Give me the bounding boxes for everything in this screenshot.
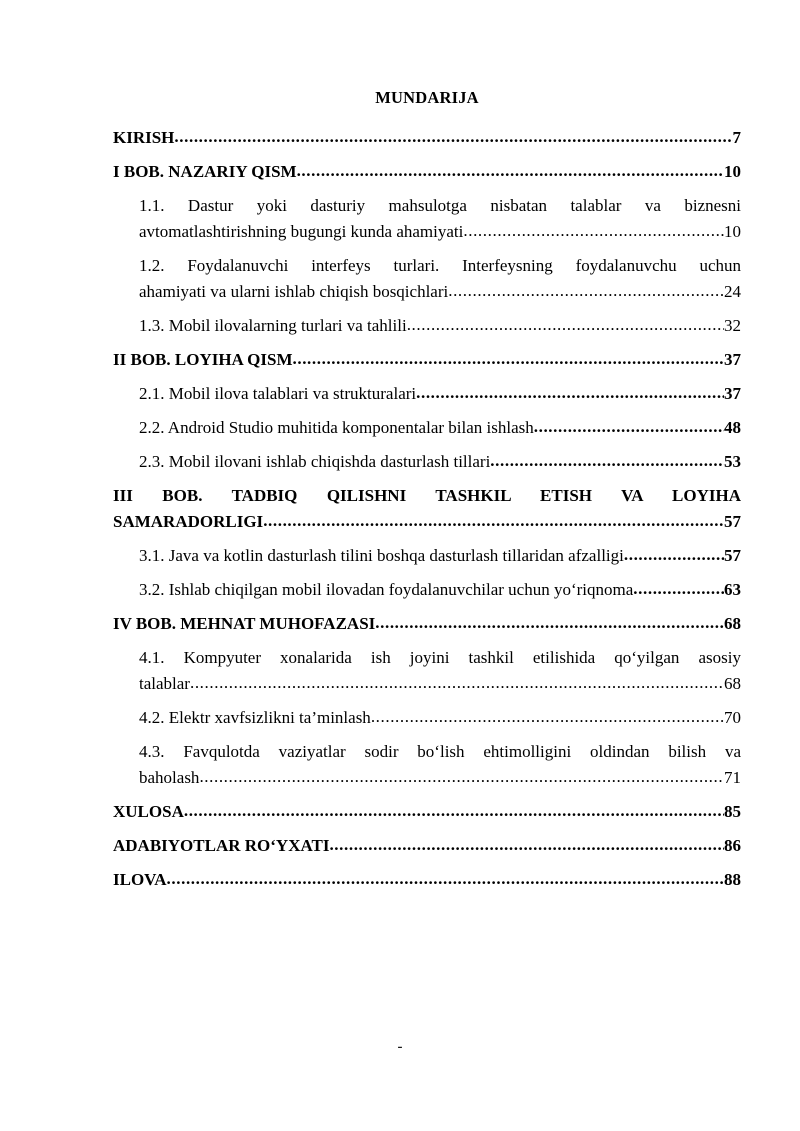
toc-entry-section-4-2[interactable] xyxy=(113,705,741,731)
toc-entry-bob-1[interactable] xyxy=(113,159,741,185)
toc-leader-dots xyxy=(263,508,724,534)
toc-entry-section-3-1[interactable] xyxy=(113,543,741,569)
toc-page-number: 63 xyxy=(724,580,741,599)
toc-page-number: 7 xyxy=(732,128,741,147)
toc-entry-section-1-1[interactable] xyxy=(113,193,741,245)
toc-entry-section-3-2[interactable] xyxy=(113,577,741,603)
toc-page-number: 10 xyxy=(724,162,741,181)
toc-leader-dots xyxy=(371,704,724,730)
toc-page-number: 32 xyxy=(724,316,741,335)
toc-entry-bob-4[interactable] xyxy=(113,611,741,637)
toc-entry-title: I BOB. NAZARIY QISM xyxy=(113,162,297,181)
page-title: MUNDARIJA xyxy=(375,88,479,107)
toc-entry-tail xyxy=(139,381,741,407)
toc-entry-title: 3.1. Java va kotlin dasturlash tilini boshqa dasturlash tillaridan afzalligi xyxy=(139,546,624,565)
toc-entry-title: 4.2. Elektr xavfsizlikni ta’minlash xyxy=(139,708,371,727)
toc-entry-section-2-3[interactable] xyxy=(113,449,741,475)
toc-entry-section-4-3[interactable] xyxy=(113,739,741,791)
toc-entry-title-line1: 4.1. Kompyuter xonalarida ish joyini tashkil etilishida qo‘yilgan asosiy xyxy=(139,648,741,667)
toc-entry-tail xyxy=(113,867,741,893)
toc-entry-title: IV BOB. MEHNAT MUHOFAZASI xyxy=(113,614,376,633)
toc-page-number: 53 xyxy=(724,452,741,471)
table-of-contents xyxy=(113,88,741,901)
toc-entry-list xyxy=(113,125,741,893)
footer-page-mark: - xyxy=(397,1039,403,1055)
toc-leader-dots xyxy=(293,346,725,372)
toc-entry-section-1-2[interactable] xyxy=(113,253,741,305)
toc-leader-dots xyxy=(463,218,724,244)
toc-entry-title: 3.2. Ishlab chiqilgan mobil ilovadan foydalanuvchilar uchun yo‘riqnoma xyxy=(139,580,634,599)
toc-entry-title: ILOVA xyxy=(113,870,167,889)
toc-entry-xulosa[interactable] xyxy=(113,799,741,825)
toc-page-number: 37 xyxy=(724,384,741,403)
toc-entry-tail xyxy=(113,125,741,151)
toc-entry-tail xyxy=(139,543,741,569)
toc-leader-dots xyxy=(375,610,724,636)
toc-page-number: 10 xyxy=(724,222,741,241)
toc-entry-tail xyxy=(139,279,741,305)
toc-entry-title: 2.2. Android Studio muhitida komponentalar bilan ishlash xyxy=(139,418,534,437)
toc-leader-dots xyxy=(184,798,724,824)
toc-entry-title: 1.3. Mobil ilovalarning turlari va tahlili xyxy=(139,316,407,335)
toc-leader-dots xyxy=(190,670,724,696)
toc-page-number: 48 xyxy=(724,418,741,437)
toc-page-number: 86 xyxy=(724,836,741,855)
toc-entry-tail xyxy=(113,159,741,185)
toc-page-number: 68 xyxy=(724,614,741,633)
toc-entry-tail xyxy=(139,765,741,791)
toc-entry-section-4-1[interactable] xyxy=(113,645,741,697)
toc-leader-dots xyxy=(167,866,724,892)
toc-entry-title: 2.1. Mobil ilova talablari va strukturalari xyxy=(139,384,417,403)
toc-entry-tail xyxy=(139,449,741,475)
toc-page-number: 57 xyxy=(724,546,741,565)
toc-entry-tail xyxy=(113,799,741,825)
toc-page-number: 68 xyxy=(724,674,741,693)
toc-entry-title: avtomatlashtirishning bugungi kunda ahamiyati xyxy=(139,222,464,241)
toc-entry-title-line1: 4.3. Favqulotda vaziyatlar sodir bo‘lish ehtimolligini oldindan bilish va xyxy=(139,742,741,761)
toc-entry-title: ADABIYOTLAR RO‘YXATI xyxy=(113,836,330,855)
toc-leader-dots xyxy=(534,414,724,440)
toc-entry-tail xyxy=(113,611,741,637)
toc-entry-tail xyxy=(139,219,741,245)
toc-leader-dots xyxy=(416,380,724,406)
toc-entry-tail xyxy=(139,705,741,731)
toc-entry-title: 2.3. Mobil ilovani ishlab chiqishda dasturlash tillari xyxy=(139,452,491,471)
toc-leader-dots xyxy=(174,124,732,150)
toc-entry-title: SAMARADORLIGI xyxy=(113,512,264,531)
toc-entry-bob-2[interactable] xyxy=(113,347,741,373)
toc-page-number: 70 xyxy=(724,708,741,727)
toc-entry-tail xyxy=(113,509,741,535)
toc-entry-bob-3[interactable] xyxy=(113,483,741,535)
toc-leader-dots xyxy=(624,542,724,568)
toc-page-number: 71 xyxy=(724,768,741,787)
toc-page-number: 37 xyxy=(724,350,741,369)
toc-entry-tail xyxy=(113,833,741,859)
toc-leader-dots xyxy=(633,576,724,602)
toc-entry-tail xyxy=(139,671,741,697)
toc-entry-title-line1: III BOB. TADBIQ QILISHNI TASHKIL ETISH VA LOYIHA xyxy=(113,486,741,505)
toc-leader-dots xyxy=(329,832,724,858)
toc-leader-dots xyxy=(199,764,724,790)
toc-entry-title: talablar xyxy=(139,674,190,693)
toc-entry-ilova[interactable] xyxy=(113,867,741,893)
toc-entry-section-1-3[interactable] xyxy=(113,313,741,339)
toc-entry-tail xyxy=(139,415,741,441)
toc-entry-kirish[interactable] xyxy=(113,125,741,151)
toc-entry-title: baholash xyxy=(139,768,200,787)
toc-page-number: 24 xyxy=(724,282,741,301)
toc-entry-tail xyxy=(139,577,741,603)
toc-page-number: 88 xyxy=(724,870,741,889)
toc-page-number: 85 xyxy=(724,802,741,821)
toc-page-number: 57 xyxy=(724,512,741,531)
toc-entry-section-2-2[interactable] xyxy=(113,415,741,441)
toc-leader-dots xyxy=(407,312,724,338)
toc-entry-title-line1: 1.1. Dastur yoki dasturiy mahsulotga nisbatan talablar va biznesni xyxy=(139,196,741,215)
toc-leader-dots xyxy=(490,448,724,474)
toc-entry-title: XULOSA xyxy=(113,802,184,821)
toc-entry-adabiyotlar[interactable] xyxy=(113,833,741,859)
toc-entry-title: KIRISH xyxy=(113,128,175,147)
toc-entry-title: ahamiyati va ularni ishlab chiqish bosqichlari xyxy=(139,282,449,301)
toc-entry-section-2-1[interactable] xyxy=(113,381,741,407)
toc-entry-tail xyxy=(113,347,741,373)
toc-leader-dots xyxy=(297,158,724,184)
toc-leader-dots xyxy=(448,278,724,304)
toc-entry-title-line1: 1.2. Foydalanuvchi interfeys turlari. Interfeysning foydalanuvchu uchun xyxy=(139,256,741,275)
toc-entry-tail xyxy=(139,313,741,339)
toc-entry-title: II BOB. LOYIHA QISM xyxy=(113,350,293,369)
